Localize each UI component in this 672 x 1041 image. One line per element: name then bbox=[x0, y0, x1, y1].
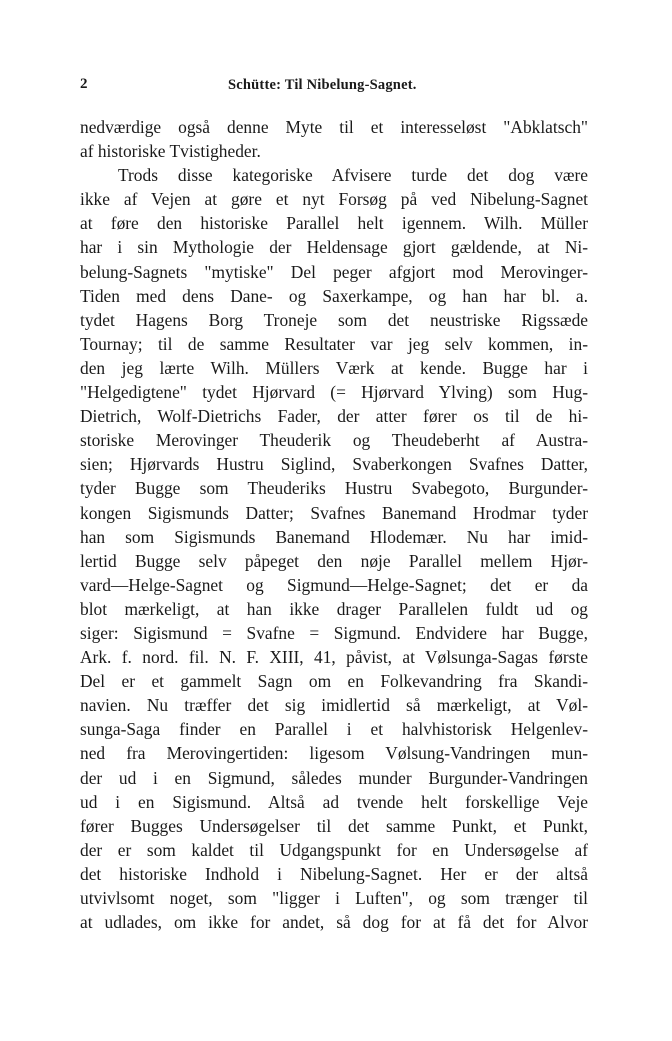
page-number: 2 bbox=[80, 76, 88, 92]
text-line: siger: Sigismund = Svafne = Sigmund. Endvidere har Bugge, bbox=[80, 622, 588, 643]
text-line: utvivlsomt noget, som "ligger i Luften", og som trænger til bbox=[80, 888, 588, 908]
text-line: at føre den historiske Parallel helt igennem. Wilh. Müller bbox=[80, 213, 588, 234]
text-line: Del er et gammelt Sagn om en Folkevandring fra Skandi- bbox=[80, 671, 588, 692]
text-line: Ark. f. nord. fil. N. F. XIII, 41, påvist, at Vølsunga-Sagas første bbox=[80, 647, 588, 668]
text-line: belung-Sagnets "mytiske" Del peger afgjort mod Merovinger- bbox=[80, 261, 588, 282]
text-line: den jeg lærte Wilh. Müllers Værk at kende. Bugge har i bbox=[80, 357, 588, 378]
text-line: fører Bugges Undersøgelser til det samme Punkt, et Punkt, bbox=[80, 815, 588, 836]
text-line: nedværdige også denne Myte til et interesseløst "Abklatsch" bbox=[80, 117, 588, 137]
text-line: storiske Merovinger Theuderik og Theudeberht af Austra- bbox=[80, 430, 588, 451]
text-line: Trods disse kategoriske Afvisere turde det dog være bbox=[118, 165, 588, 186]
body-text bbox=[80, 115, 588, 934]
text-line: har i sin Mythologie der Heldensage gjort gældende, at Ni- bbox=[80, 237, 588, 258]
text-line: vard—Helge-Sagnet og Sigmund—Helge-Sagnet; det er da bbox=[80, 574, 588, 595]
text-line: sien; Hjørvards Hustru Siglind, Svaberkongen Svafnes Datter, bbox=[80, 454, 588, 475]
text-line: "Helgedigtene" tydet Hjørvard (= Hjørvard Ylving) som Hug- bbox=[80, 382, 588, 403]
page-header bbox=[80, 76, 588, 98]
text-line: Tournay; til de samme Resultater var jeg selv kommen, in- bbox=[80, 333, 588, 354]
text-line: ned fra Merovingertiden: ligesom Vølsung-Vandringen mun- bbox=[80, 743, 588, 764]
text-line: tyder Bugge som Theuderiks Hustru Svabegoto, Burgunder- bbox=[80, 478, 588, 499]
text-line: tydet Hagens Borg Troneje som det neustriske Rigssæde bbox=[80, 309, 588, 330]
text-line: at udlades, om ikke for andet, så dog for at få det for Alvor bbox=[80, 912, 588, 933]
text-line: der er som kaldet til Udgangspunkt for en Undersøgelse af bbox=[80, 839, 588, 860]
text-line: lertid Bugge selv påpeget den nøje Parallel mellem Hjør- bbox=[80, 550, 588, 571]
text-line: ud i en Sigismund. Altså ad tvende helt forskellige Veje bbox=[80, 791, 588, 812]
text-line: det historiske Indhold i Nibelung-Sagnet. Her er der altså bbox=[80, 863, 588, 884]
text-line: blot mærkeligt, at han ikke drager Parallelen fuldt ud og bbox=[80, 598, 588, 619]
text-line: Dietrich, Wolf-Dietrichs Fader, der atter fører os til de hi- bbox=[80, 406, 588, 427]
text-line: ikke af Vejen at gøre et nyt Forsøg på ved Nibelung-Sagnet bbox=[80, 189, 588, 210]
text-line: kongen Sigismunds Datter; Svafnes Banemand Hrodmar tyder bbox=[80, 502, 588, 523]
text-line: navien. Nu træffer det sig imidlertid så mærkeligt, at Vøl- bbox=[80, 695, 588, 716]
text-line: sunga-Saga finder en Parallel i et halvhistorisk Helgenlev- bbox=[80, 719, 588, 740]
text-line: der ud i en Sigmund, således munder Burgunder-Vandringen bbox=[80, 767, 588, 788]
text-line: Tiden med dens Dane- og Saxerkampe, og han har bl. a. bbox=[80, 285, 588, 306]
text-line: han som Sigismunds Banemand Hlodemær. Nu har imid- bbox=[80, 526, 588, 547]
running-title: Schütte: Til Nibelung-Sagnet. bbox=[228, 77, 417, 93]
text-line: af historiske Tvistigheder. bbox=[80, 141, 261, 162]
